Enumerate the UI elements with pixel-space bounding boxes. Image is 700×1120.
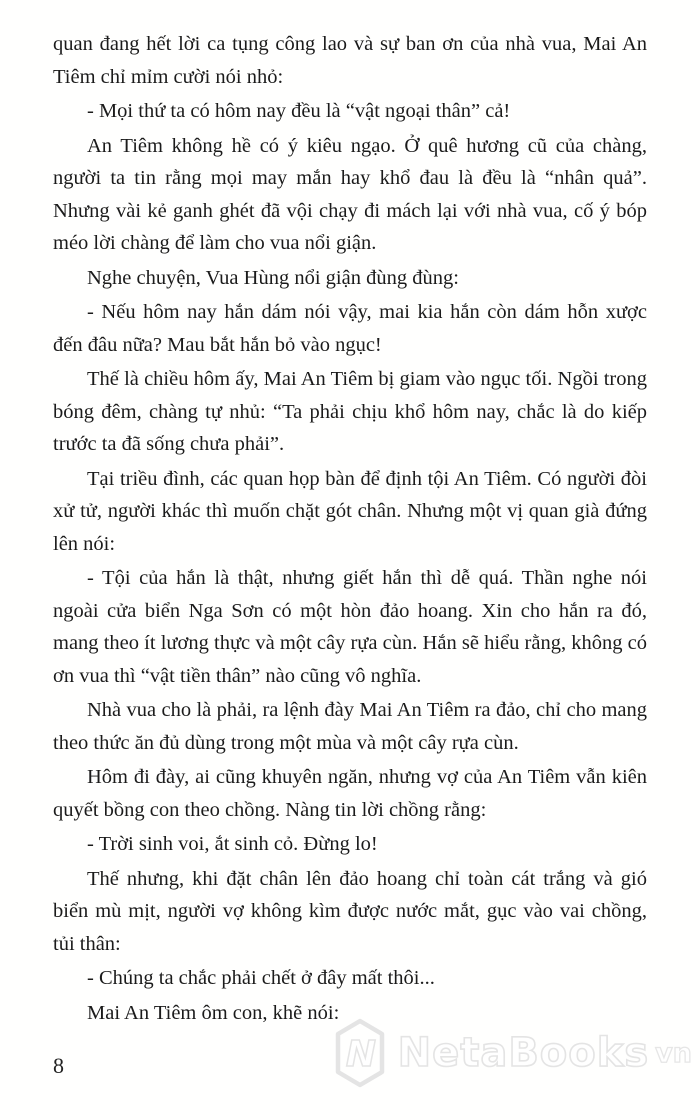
netabooks-logo-icon	[334, 1017, 386, 1089]
watermark-tld: vn	[655, 1037, 692, 1069]
paragraph: - Chúng ta chắc phải chết ở đây mất thôi...	[87, 967, 435, 989]
page-text	[53, 28, 647, 1031]
paragraph: Thế là chiều hôm ấy, Mai An Tiêm bị giam vào ngục tối. Ngồi trong bóng đêm, chàng tự nhủ: “Ta phải chịu khổ hôm nay, chắc là do kiếp trước ta đã sống chưa phải”.	[53, 368, 647, 455]
paragraph: An Tiêm không hề có ý kiêu ngạo. Ở quê hương cũ của chàng, người ta tin rằng mọi may mắn hay khổ đau là đều là “nhân quả”. Nhưng vài kẻ ganh ghét đã vội chạy đi mách lại với nhà vua, cố ý bóp méo lời chàng để làm cho vua nổi giận.	[53, 134, 647, 254]
paragraph: - Tội của hắn là thật, nhưng giết hắn thì dễ quá. Thần nghe nói ngoài cửa biển Nga Sơn có một hòn đảo hoang. Xin cho hắn ra đó, mang theo ít lương thực và một cây rựa cùn. Hắn sẽ hiểu rằng, không có ơn vua thì “vật tiền thân” nào cũng vô nghĩa.	[53, 567, 647, 687]
paragraph: Tại triều đình, các quan họp bàn để định tội An Tiêm. Có người đòi xử tử, người khác thì muốn chặt gót chân. Nhưng một vị quan già đứng lên nói:	[53, 467, 647, 555]
svg-text:N: N	[345, 1034, 376, 1075]
paragraph: - Nếu hôm nay hắn dám nói vậy, mai kia hắn còn dám hỗn xược đến đâu nữa? Mau bắt hắn bỏ vào ngục!	[53, 301, 647, 356]
page-number: 8	[53, 1053, 64, 1078]
netabooks-watermark	[334, 1017, 692, 1089]
paragraph: Nghe chuyện, Vua Hùng nổi giận đùng đùng:	[87, 266, 459, 289]
paragraph: Hôm đi đày, ai cũng khuyên ngăn, nhưng vợ của An Tiêm vẫn kiên quyết bồng con theo chồng. Nàng tin lời chồng rằng:	[53, 766, 647, 821]
paragraph: Thế nhưng, khi đặt chân lên đảo hoang chỉ toàn cát trắng và gió biển mù mịt, người vợ không kìm được nước mắt, gục vào vai chồng, tủi thân:	[53, 867, 647, 955]
watermark-brand: NetaBooks	[397, 1030, 650, 1076]
paragraph: - Mọi thứ ta có hôm nay đều là “vật ngoại thân” cả!	[87, 100, 511, 122]
page-footer	[0, 1025, 700, 1120]
paragraph: - Trời sinh voi, ắt sinh cỏ. Đừng lo!	[87, 833, 378, 855]
paragraph: quan đang hết lời ca tụng công lao và sự ban ơn của nhà vua, Mai An Tiêm chỉ mỉm cười nói nhỏ:	[53, 33, 647, 88]
paragraph: Nhà vua cho là phải, ra lệnh đày Mai An Tiêm ra đảo, chỉ cho mang theo thức ăn đủ dùng trong một mùa và một cây rựa cùn.	[53, 699, 647, 754]
paragraph: Mai An Tiêm ôm con, khẽ nói:	[87, 1001, 340, 1024]
